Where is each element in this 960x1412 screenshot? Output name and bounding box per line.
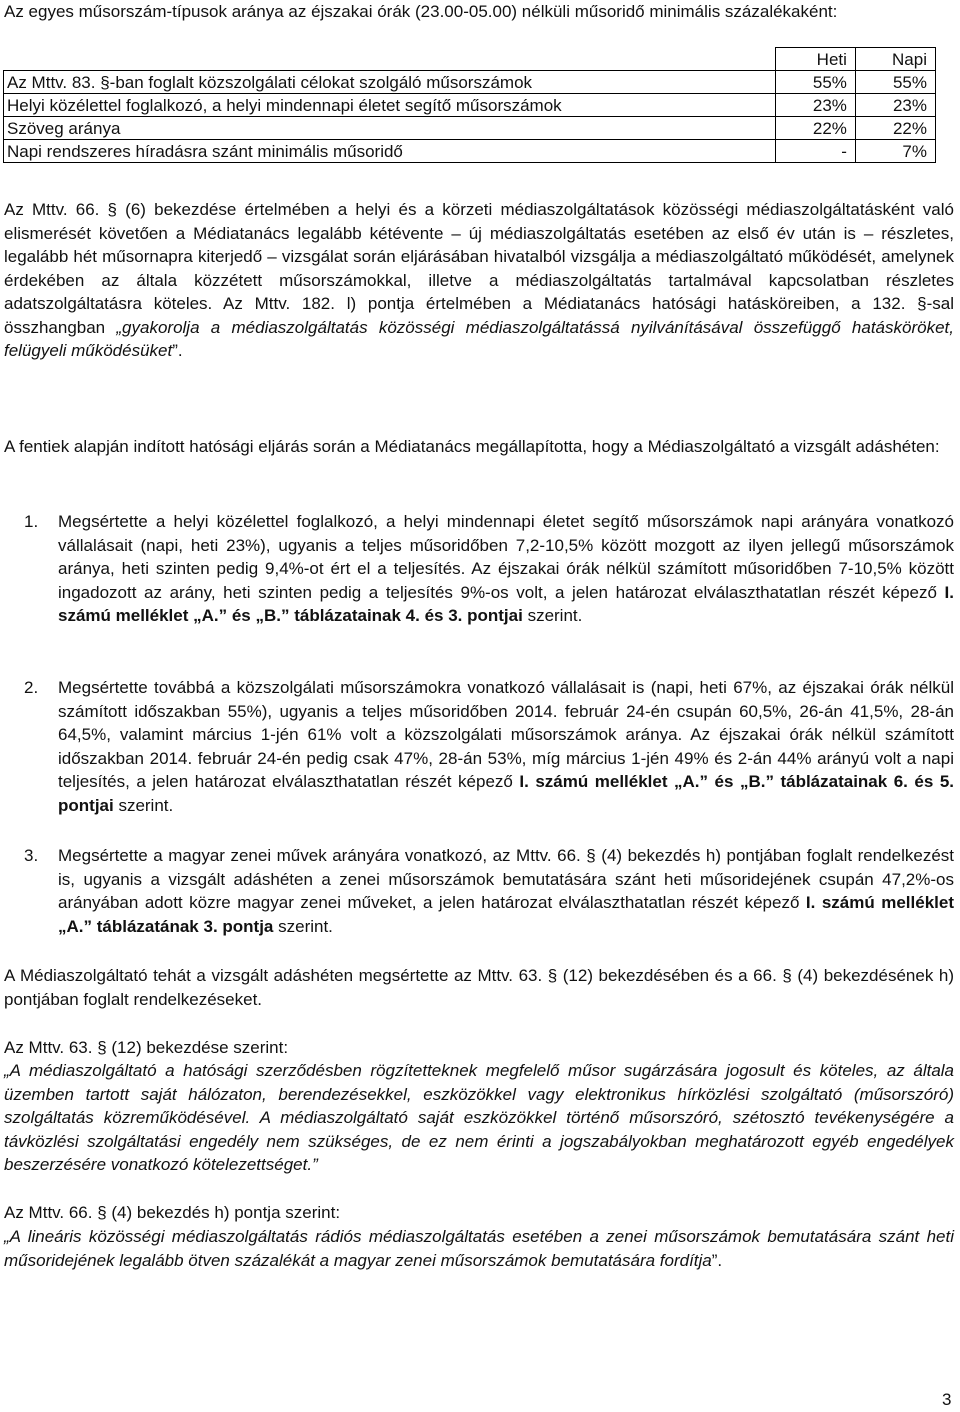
quoted-text: „gyakorolja a médiaszolgáltatás közösségi médiaszolgáltatássá nyilvánításával összefüggő hatásköröket, felügyeli működésüket bbox=[4, 317, 954, 360]
quote-heading-63: Az Mttv. 63. § (12) bekezdése szerint: bbox=[4, 1038, 289, 1057]
paragraph-text: Az Mttv. 66. § (6) bekezdése értelmében a helyi és a körzeti médiaszolgáltatások közösségi médiaszolgáltatásként való elismerését követően a Médiatanács legalább kétévente – új médiaszolgáltatás esetében az első év után is – részletes, legalább hét műsornapra kiterjedő – vizsgálat során eljárásában hivatalból vizsgálja a médiaszolgáltató működését, amelynek érdekében az általa közzétett műsorszámokkal, illetve a médiaszolgáltatás tartalmával kapcsolatban részletes adatszolgáltatásra köteles. Az Mttv. 182. l) pontja értelmében a Médiatanács hatósági hatásköreiben, a 132. §-sal összhangban bbox=[4, 200, 954, 337]
row-label: Szöveg aránya bbox=[4, 117, 776, 140]
list-item bbox=[24, 676, 954, 817]
row-heti: 23% bbox=[775, 94, 855, 117]
quote-66 bbox=[4, 1225, 954, 1272]
table-row bbox=[4, 117, 936, 140]
table-header-empty bbox=[4, 48, 776, 71]
table-row bbox=[4, 140, 936, 163]
page-number: 3 bbox=[942, 1390, 952, 1409]
table-header-napi: Napi bbox=[855, 48, 935, 71]
row-heti: 22% bbox=[775, 117, 855, 140]
table-header-row bbox=[4, 48, 936, 71]
row-napi: 55% bbox=[855, 71, 935, 94]
item-reference: I. számú melléklet „A.” és „B.” táblázatainak 4. és 3. pontjai bbox=[58, 582, 954, 625]
row-napi: 23% bbox=[855, 94, 935, 117]
quote-end: ”. bbox=[172, 341, 183, 360]
item-text: Megsértette a magyar zenei művek arányára vonatkozó, az Mttv. 66. § (4) bekezdés h) pontjában foglalt rendelkezést is, ugyanis a vizsgált adáshéten a zenei műsorszámok bemutatására szánt heti műsoridejének csupán 47,2%-os arányában adott közre magyar zenei műveket, a jelen határozat elválaszthatatlan részét képező bbox=[58, 846, 954, 912]
row-napi: 22% bbox=[855, 117, 935, 140]
quote-end: ”. bbox=[711, 1250, 723, 1270]
item-text: Megsértette továbbá a közszolgálati műsorszámokra vonatkozó vállalásait is (napi, heti 67%, az éjszakai órák nélkül számított időszakban 55%), ugyanis a teljes műsoridőben 2014. február 24-én csupán 60,5%, 26-án 41,5%, 28-án 64,5%, valamint március 1-jén 61% volt a közszolgálati műsorszámok aránya. Az éjszakai órák nélkül számított időszakban 2014. február 24-én pedig csak 47%, 28-án 53%, míg március 1-jén 49% és 2-án 44% arányú volt a napi teljesítés, a jelen határozat elválaszthatatlan részét képező bbox=[58, 678, 954, 791]
item-tail: szerint. bbox=[273, 916, 333, 936]
paragraph-conclusion: A Médiaszolgáltató tehát a vizsgált adáshéten megsértette az Mttv. 63. § (12) bekezdésében és a 66. § (4) bekezdésének h) pontjában foglalt rendelkezéseket. bbox=[4, 966, 954, 1009]
quote-text-66: „A lineáris közösségi médiaszolgáltatás rádiós médiaszolgáltatás esetében a zenei műsorszámok bemutatására szánt heti műsoridejének legalább ötven százalékát a magyar zenei műsorszámok bemutatására fordítja bbox=[4, 1227, 954, 1270]
row-heti: - bbox=[775, 140, 855, 163]
table-row bbox=[4, 71, 936, 94]
row-label: Az Mttv. 83. §-ban foglalt közszolgálati célokat szolgáló műsorszámok bbox=[4, 71, 776, 94]
list-item bbox=[24, 844, 954, 938]
quote-heading-66: Az Mttv. 66. § (4) bekezdés h) pontja szerint: bbox=[4, 1203, 341, 1222]
item-number: 3. bbox=[24, 846, 39, 865]
row-label: Napi rendszeres híradásra szánt minimális műsoridő bbox=[4, 140, 776, 163]
item-tail: szerint. bbox=[522, 606, 583, 625]
row-heti: 55% bbox=[775, 71, 855, 94]
row-napi: 7% bbox=[855, 140, 935, 163]
item-reference: I. számú melléklet „A.” és „B.” táblázatainak 6. és 5. pontjai bbox=[58, 772, 954, 815]
list-item bbox=[24, 510, 954, 628]
table-row bbox=[4, 94, 936, 117]
intro-text: Az egyes műsorszám-típusok aránya az éjszakai órák (23.00-05.00) nélküli műsoridő minimális százalékaként: bbox=[4, 2, 838, 21]
table-header-heti: Heti bbox=[775, 48, 855, 71]
paragraph-findings-intro: A fentiek alapján indított hatósági eljárás során a Médiatanács megállapította, hogy a Médiaszolgáltató a vizsgált adáshéten: bbox=[4, 437, 940, 456]
item-text: Megsértette a helyi közélettel foglalkozó, a helyi mindennapi életet segítő műsorszámok napi arányára vonatkozó vállalásait (napi, heti 23%), ugyanis a teljes műsoridőben 7,2-10,5% között mozgott az ilyen jellegű műsorszámok aránya, heti szinten pedig 9,4%-ot ért el a teljesítés. Az éjszakai órák nélkül számított műsoridőben 7-10,5% között ingadozott az arány, heti szinten pedig a teljesítés 9%-os volt, a jelen határozat elválaszthatatlan részét képező bbox=[58, 512, 954, 602]
item-number: 1. bbox=[24, 512, 39, 531]
item-reference: I. számú melléklet „A.” táblázatának 3. pontja bbox=[58, 893, 954, 936]
paragraph-mttv-66 bbox=[4, 198, 954, 363]
program-ratio-table bbox=[3, 47, 936, 163]
quote-text-63: „A médiaszolgáltató a hatósági szerződésben rögzítetteknek megfelelő műsor sugárzására jogosult és köteles, az általa üzemben tartott saját hálózaton, berendezésekkel, eszközökkel vagy elektronikus hírközlési szolgáltató (műsorszóró) szolgáltatás közreműködésével. A médiaszolgáltató saját eszközökkel történő műsorszóró, szétosztó tevékenységére a távközlési szolgáltatási engedély nem szükséges, de ez nem érinti a jogszabályokban meghatározott egyéb engedélyek beszerzésére vonatkozó kötelezettséget.” bbox=[4, 1061, 954, 1174]
item-number: 2. bbox=[24, 678, 39, 697]
item-tail: szerint. bbox=[113, 795, 174, 815]
row-label: Helyi közélettel foglalkozó, a helyi mindennapi életet segítő műsorszámok bbox=[4, 94, 776, 117]
